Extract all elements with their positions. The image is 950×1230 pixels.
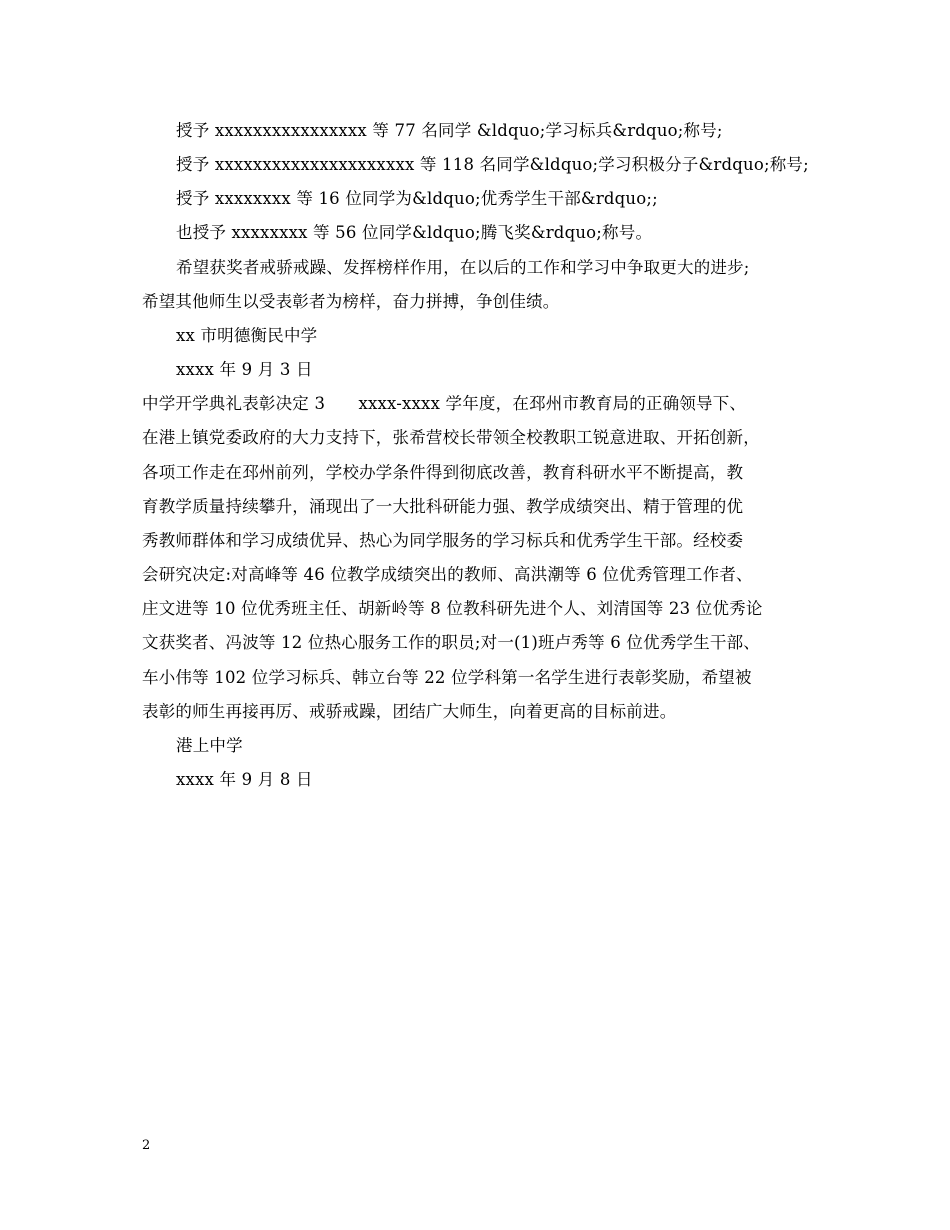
signature-date-2: xxxx 年 9 月 8 日 [176, 770, 313, 789]
body-line: 车小伟等 102 位学习标兵、韩立台等 22 位学科第一名学生进行表彰奖励，希望被 [142, 668, 752, 687]
signature-date: xxxx 年 9 月 3 日 [176, 360, 313, 379]
body-line: 会研究决定:对高峰等 46 位教学成绩突出的教师、高洪潮等 6 位优秀管理工作者、 [142, 565, 753, 584]
body-line: 庄文进等 10 位优秀班主任、胡新岭等 8 位教科研先进个人、刘清国等 23 位优秀论 [142, 599, 763, 618]
body-line: 文获奖者、冯波等 12 位热心服务工作的职员;对一(1)班卢秀等 6 位优秀学生干部、 [142, 633, 761, 652]
award-line-active-learner: 授予 xxxxxxxxxxxxxxxxxxxxx 等 118 名同学&ldquo;学习积极分子&rdquo;称号; [176, 155, 809, 174]
body-line: 育教学质量持续攀升，涌现出了一大批科研能力强、教学成绩突出、精于管理的优 [142, 497, 744, 516]
award-line-tengfei: 也授予 xxxxxxxx 等 56 位同学&ldquo;腾飞奖&rdquo;称号。 [176, 223, 653, 242]
page-number: 2 [142, 1138, 151, 1153]
paragraph-hope-line-2: 希望其他师生以受表彰者为榜样，奋力拼搏，争创佳绩。 [142, 292, 560, 311]
body-line: 表彰的师生再接再厉、戒骄戒躁，团结广大师生，向着更高的目标前进。 [142, 702, 677, 721]
body-line: 在港上镇党委政府的大力支持下，张希营校长带领全校教职工锐意进取、开拓创新， [142, 428, 760, 447]
section-title-line: 中学开学典礼表彰决定 3 xxxx-xxxx 学年度，在邳州市教育局的正确领导下、 [142, 394, 747, 413]
award-line-student-cadre: 授予 xxxxxxxx 等 16 位同学为&ldquo;优秀学生干部&rdquo;; [176, 189, 658, 208]
paragraph-hope-line-1: 希望获奖者戒骄戒躁、发挥榜样作用，在以后的工作和学习中争取更大的进步; [176, 258, 750, 277]
award-line-study-model: 授予 xxxxxxxxxxxxxxxx 等 77 名同学 &ldquo;学习标兵&rdquo;称号; [176, 121, 723, 140]
body-line: 各项工作走在邳州前列，学校办学条件得到彻底改善，教育科研水平不断提高，教 [142, 463, 744, 482]
signature-school-2: 港上中学 [176, 736, 243, 755]
signature-school: xx 市明德衡民中学 [176, 326, 318, 345]
body-line: 秀教师群体和学习成绩优异、热心为同学服务的学习标兵和优秀学生干部。经校委 [142, 531, 744, 550]
